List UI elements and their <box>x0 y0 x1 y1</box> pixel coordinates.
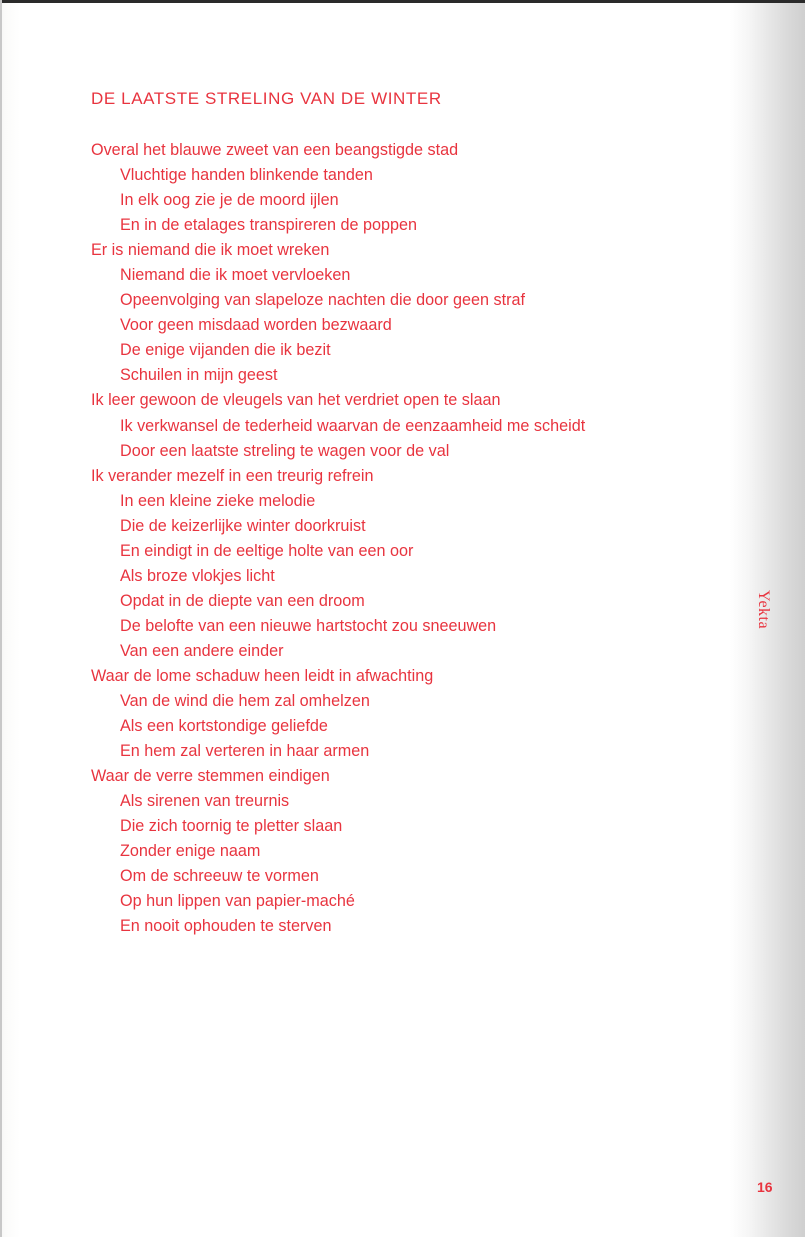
author-name: Yekta <box>755 590 772 630</box>
poem-line: Opeenvolging van slapeloze nachten die door geen straf <box>120 291 525 310</box>
poem-line: Die zich toornig te pletter slaan <box>120 817 343 836</box>
poem-line: Als een kortstondige geliefde <box>120 717 328 736</box>
poem-title: DE LAATSTE STRELING VAN DE WINTER <box>91 89 442 108</box>
poem-line: Overal het blauwe zweet van een beangstigde stad <box>91 141 459 159</box>
poem-line: De belofte van een nieuwe hartstocht zou sneeuwen <box>120 616 497 635</box>
poem-line: Vluchtige handen blinkende tanden <box>120 166 373 185</box>
poem-line: Schuilen in mijn geest <box>120 366 278 385</box>
poem-line: Door een laatste streling te wagen voor de val <box>120 441 450 460</box>
poem-line: Van de wind die hem zal omhelzen <box>120 692 370 711</box>
poem-body <box>91 138 585 940</box>
page-number: 16 <box>757 1179 773 1195</box>
poem-line: Ik verander mezelf in een treurig refrein <box>91 466 374 485</box>
poem-line: Die de keizerlijke winter doorkruist <box>120 516 366 535</box>
poem-line: En eindigt in de eeltige holte van een oor <box>120 541 414 560</box>
poem-line: Van een andere einder <box>120 641 284 660</box>
poem-line: En nooit ophouden te sterven <box>120 917 332 936</box>
poem-line: In elk oog zie je de moord ijlen <box>120 191 339 210</box>
poem-line: Opdat in de diepte van een droom <box>120 591 365 610</box>
author-name-vertical <box>752 590 776 660</box>
poem-line: Als sirenen van treurnis <box>120 792 290 811</box>
poem-line: De enige vijanden die ik bezit <box>120 341 331 360</box>
poem-line: Waar de verre stemmen eindigen <box>91 767 330 786</box>
poem-line: En in de etalages transpireren de poppen <box>120 216 417 235</box>
page-left-edge <box>0 0 2 1237</box>
poem-line: En hem zal verteren in haar armen <box>120 742 370 761</box>
poem-line: Als broze vlokjes licht <box>120 566 275 585</box>
poem-line: Op hun lippen van papier-maché <box>120 892 355 911</box>
page-top-edge <box>0 0 805 3</box>
poem-line: Zonder enige naam <box>120 842 261 861</box>
poem-line: Er is niemand die ik moet wreken <box>91 241 330 260</box>
poem-line: In een kleine zieke melodie <box>120 491 316 510</box>
poem-line: Ik verkwansel de tederheid waarvan de eenzaamheid me scheidt <box>120 416 586 435</box>
poem-line: Om de schreeuw te vormen <box>120 867 319 886</box>
poem-line: Niemand die ik moet vervloeken <box>120 266 351 285</box>
poem-line: Waar de lome schaduw heen leidt in afwachting <box>91 666 434 685</box>
poem-line: Voor geen misdaad worden bezwaard <box>120 316 392 335</box>
poem-line: Ik leer gewoon de vleugels van het verdriet open te slaan <box>91 391 501 410</box>
